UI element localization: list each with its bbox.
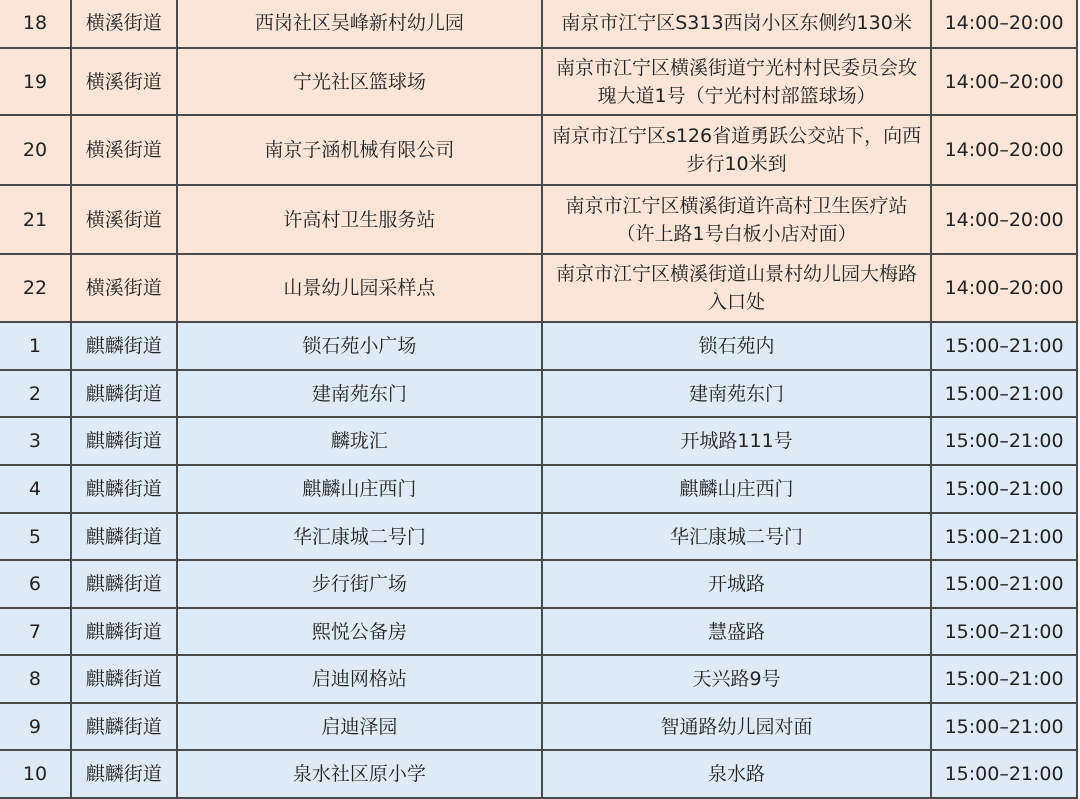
address-cell: 开城路 [542, 560, 931, 608]
time-cell: 15:00–21:00 [931, 608, 1077, 655]
street-cell: 麒麟街道 [71, 322, 177, 370]
time-cell: 15:00–21:00 [931, 322, 1077, 370]
address-cell: 南京市江宁区横溪街道山景村幼儿园大梅路入口处 [542, 254, 931, 322]
street-cell: 麒麟街道 [71, 370, 177, 417]
address-cell: 天兴路9号 [542, 655, 931, 703]
row-number: 3 [0, 417, 71, 465]
site-name-cell: 泉水社区原小学 [177, 750, 542, 798]
time-cell: 14:00–20:00 [931, 48, 1077, 115]
time-cell: 15:00–21:00 [931, 655, 1077, 703]
table-row [0, 48, 1077, 115]
table-row [0, 560, 1077, 608]
site-name-cell: 启迪泽园 [177, 703, 542, 750]
table-row [0, 417, 1077, 465]
time-cell: 15:00–21:00 [931, 750, 1077, 798]
time-cell: 15:00–21:00 [931, 465, 1077, 513]
street-cell: 麒麟街道 [71, 750, 177, 798]
time-cell: 15:00–21:00 [931, 513, 1077, 560]
street-cell: 麒麟街道 [71, 513, 177, 560]
street-cell: 麒麟街道 [71, 560, 177, 608]
site-name-cell: 熙悦公备房 [177, 608, 542, 655]
site-name-cell: 华汇康城二号门 [177, 513, 542, 560]
row-number: 18 [0, 0, 71, 48]
table-row [0, 513, 1077, 560]
address-cell: 开城路111号 [542, 417, 931, 465]
site-name-cell: 西岗社区吴峰新村幼儿园 [177, 0, 542, 48]
row-number: 1 [0, 322, 71, 370]
table-row [0, 254, 1077, 322]
time-cell: 15:00–21:00 [931, 703, 1077, 750]
time-cell: 14:00–20:00 [931, 185, 1077, 254]
time-cell: 14:00–20:00 [931, 0, 1077, 48]
table-row [0, 608, 1077, 655]
address-cell: 慧盛路 [542, 608, 931, 655]
site-name-cell: 启迪网格站 [177, 655, 542, 703]
time-cell: 14:00–20:00 [931, 115, 1077, 185]
row-number: 6 [0, 560, 71, 608]
address-cell: 智通路幼儿园对面 [542, 703, 931, 750]
row-number: 21 [0, 185, 71, 254]
address-cell: 南京市江宁区S313西岗小区东侧约130米 [542, 0, 931, 48]
site-name-cell: 步行街广场 [177, 560, 542, 608]
site-name-cell: 南京子涵机械有限公司 [177, 115, 542, 185]
table-row [0, 322, 1077, 370]
site-name-cell: 宁光社区篮球场 [177, 48, 542, 115]
table-row [0, 655, 1077, 703]
address-cell: 锁石苑内 [542, 322, 931, 370]
street-cell: 横溪街道 [71, 185, 177, 254]
address-cell: 南京市江宁区横溪街道许高村卫生医疗站（许上路1号白板小店对面） [542, 185, 931, 254]
table-row [0, 0, 1077, 48]
site-name-cell: 建南苑东门 [177, 370, 542, 417]
street-cell: 麒麟街道 [71, 417, 177, 465]
table-row [0, 703, 1077, 750]
address-cell: 麒麟山庄西门 [542, 465, 931, 513]
table-row [0, 750, 1077, 798]
row-number: 4 [0, 465, 71, 513]
street-cell: 麒麟街道 [71, 655, 177, 703]
site-name-cell: 麒麟山庄西门 [177, 465, 542, 513]
time-cell: 15:00–21:00 [931, 417, 1077, 465]
street-cell: 横溪街道 [71, 48, 177, 115]
site-name-cell: 麟珑汇 [177, 417, 542, 465]
row-number: 7 [0, 608, 71, 655]
address-cell: 华汇康城二号门 [542, 513, 931, 560]
time-cell: 14:00–20:00 [931, 254, 1077, 322]
site-name-cell: 许高村卫生服务站 [177, 185, 542, 254]
address-cell: 建南苑东门 [542, 370, 931, 417]
address-cell: 南京市江宁区横溪街道宁光村村民委员会玫瑰大道1号（宁光村村部篮球场） [542, 48, 931, 115]
table-row [0, 185, 1077, 254]
street-cell: 麒麟街道 [71, 703, 177, 750]
row-number: 8 [0, 655, 71, 703]
time-cell: 15:00–21:00 [931, 560, 1077, 608]
street-cell: 麒麟街道 [71, 465, 177, 513]
street-cell: 横溪街道 [71, 254, 177, 322]
row-number: 9 [0, 703, 71, 750]
street-cell: 横溪街道 [71, 0, 177, 48]
row-number: 10 [0, 750, 71, 798]
row-number: 20 [0, 115, 71, 185]
street-cell: 麒麟街道 [71, 608, 177, 655]
row-number: 22 [0, 254, 71, 322]
address-cell: 泉水路 [542, 750, 931, 798]
site-name-cell: 山景幼儿园采样点 [177, 254, 542, 322]
address-cell: 南京市江宁区s126省道勇跃公交站下，向西步行10米到 [542, 115, 931, 185]
row-number: 2 [0, 370, 71, 417]
row-number: 5 [0, 513, 71, 560]
table-row [0, 115, 1077, 185]
table-row [0, 465, 1077, 513]
time-cell: 15:00–21:00 [931, 370, 1077, 417]
site-name-cell: 锁石苑小广场 [177, 322, 542, 370]
row-number: 19 [0, 48, 71, 115]
table-row [0, 370, 1077, 417]
street-cell: 横溪街道 [71, 115, 177, 185]
